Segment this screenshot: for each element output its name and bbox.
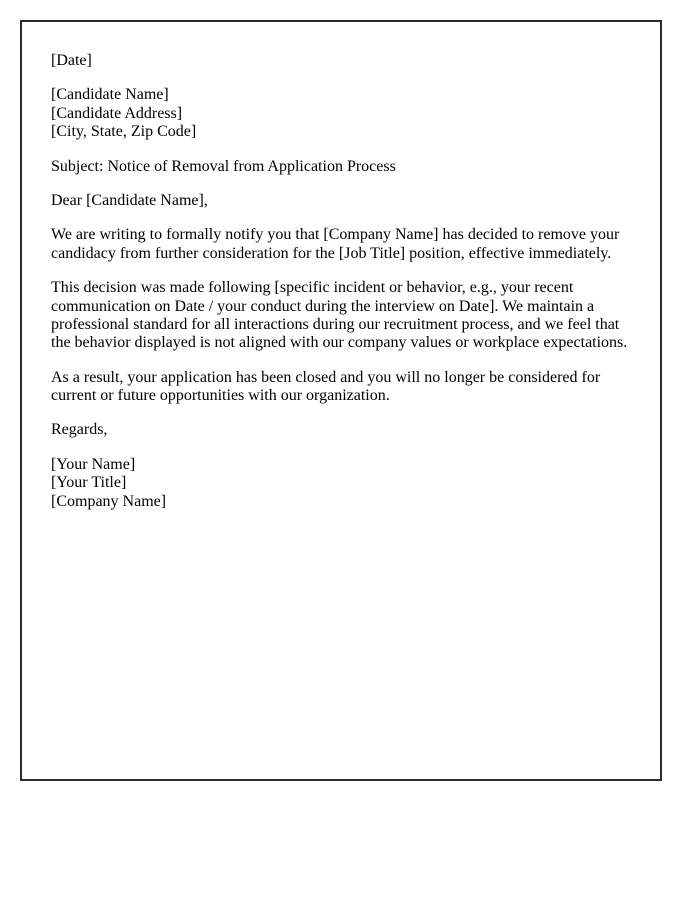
body-paragraph-1: We are writing to formally notify you that [Company Name] has decided to remove your candidacy from further consideration for the [Job Title] position, effective immediately. [51,226,620,262]
recipient-block [51,86,632,141]
closing-line: Regards, [51,421,108,439]
signature-title: [Your Title] [51,474,127,492]
signature-company: [Company Name] [51,492,167,510]
signature-block [51,456,632,511]
date-line: [Date] [51,52,92,69]
subject-line: Subject: Notice of Removal from Application Process [51,157,396,175]
letter-page [20,20,662,781]
salutation-line: Dear [Candidate Name], [51,191,208,209]
recipient-address: [Candidate Address] [51,104,183,122]
signature-name: [Your Name] [51,455,136,473]
body-paragraph-2: This decision was made following [specific incident or behavior, e.g., your recent communication on Date / your conduct during the interview on Date]. We maintain a professional standard for all interactions during our recruitment process, and we feel that the behavior displayed is not aligned with our company values or workplace expectations. [51,279,628,352]
body-paragraph-3: As a result, your application has been closed and you will no longer be considered for current or future opportunities with our organization. [51,368,601,405]
recipient-city-state-zip: [City, State, Zip Code] [51,123,197,141]
recipient-name: [Candidate Name] [51,86,169,104]
